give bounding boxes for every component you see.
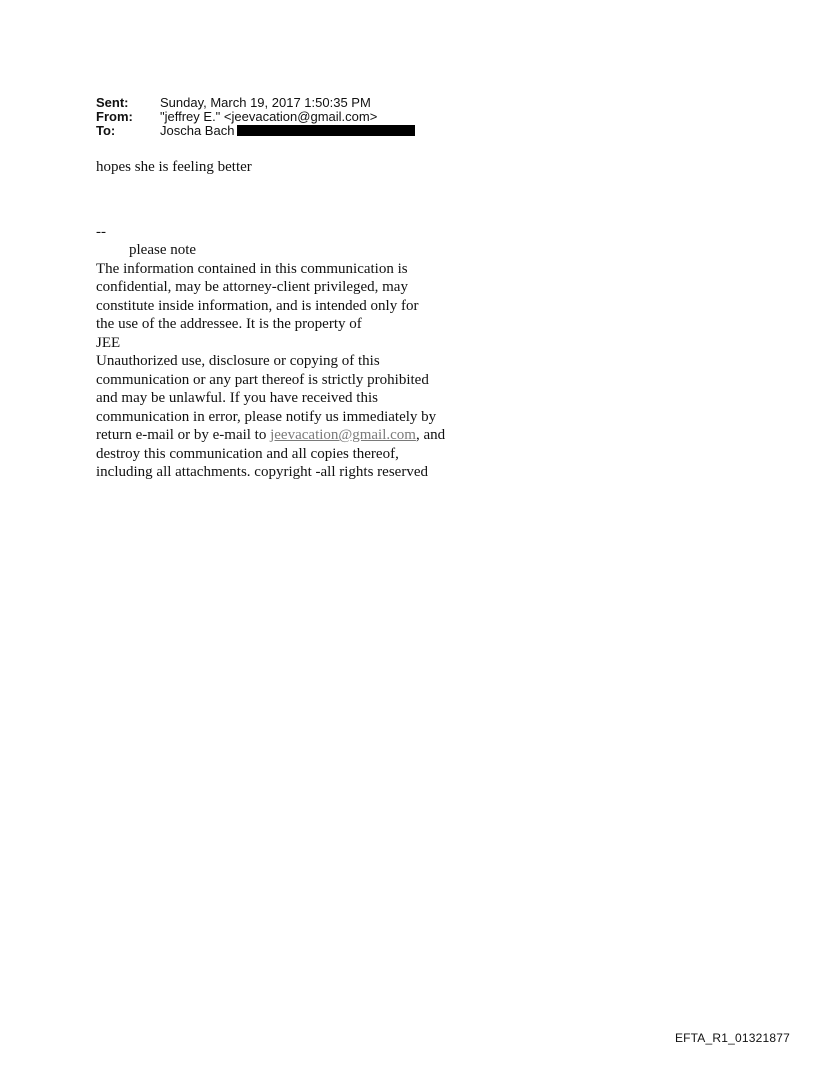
signature-block	[96, 223, 496, 482]
return-suffix: , and	[415, 427, 446, 443]
from-value: "jeffrey E." <jeevacation@gmail.com>	[160, 109, 378, 124]
sent-label: Sent:	[96, 95, 129, 110]
from-label: From:	[96, 109, 133, 124]
email-link[interactable]: jeevacation@gmail.com	[270, 427, 416, 443]
disclaimer-line: Unauthorized use, disclosure or copying of this	[96, 353, 380, 369]
disclaimer-line: JEE	[96, 334, 121, 351]
to-label: To:	[96, 123, 116, 138]
email-body	[96, 158, 496, 482]
disclaimer-return-line	[96, 426, 496, 445]
redaction-bar	[237, 125, 415, 136]
document-id: EFTA_R1_01321877	[674, 1031, 790, 1045]
disclaimer-line: the use of the addressee. It is the property of	[96, 316, 362, 332]
to-value: Joscha Bach	[160, 123, 235, 138]
from-row	[96, 110, 415, 124]
to-value-wrap	[160, 124, 415, 138]
signature-separator: --	[96, 223, 106, 240]
sent-value: Sunday, March 19, 2017 1:50:35 PM	[160, 95, 371, 110]
disclaimer-line: destroy this communication and all copies thereof,	[96, 445, 399, 462]
disclaimer-line: communication or any part thereof is strictly prohibited	[96, 371, 429, 388]
sent-row	[96, 96, 415, 110]
message-text: hopes she is feeling better	[96, 159, 252, 175]
return-prefix: return e-mail or by e-mail to	[96, 427, 271, 443]
disclaimer-line: including all attachments. copyright -all rights reserved	[96, 464, 428, 480]
disclaimer-line: constitute inside information, and is intended only for	[96, 297, 419, 314]
to-row	[96, 124, 415, 138]
disclaimer-line: The information contained in this communication is	[96, 260, 408, 277]
disclaimer-line: and may be unlawful. If you have received this	[96, 390, 378, 406]
disclaimer-line: communication in error, please notify us immediately by	[96, 408, 437, 425]
signature-note: please note	[129, 242, 197, 258]
email-header	[96, 96, 415, 138]
disclaimer-line: confidential, may be attorney-client privileged, may	[96, 279, 408, 295]
